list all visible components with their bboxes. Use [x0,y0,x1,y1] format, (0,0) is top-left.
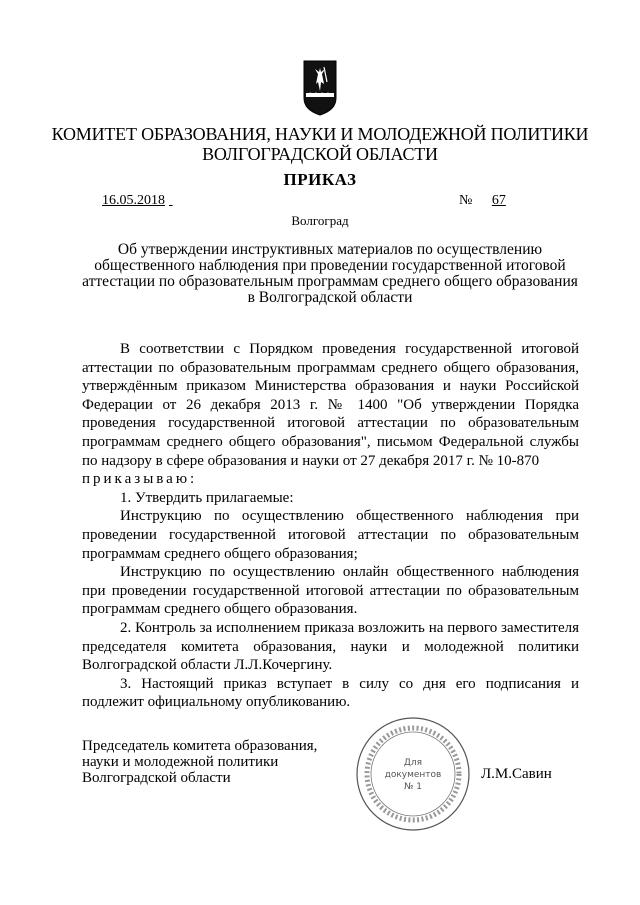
order-number-label: № [459,193,473,208]
organization-name-line1: КОМИТЕТ ОБРАЗОВАНИЯ, НАУКИ И МОЛОДЕЖНОЙ ПОЛИТИКИ [51,124,589,144]
order-date-value: 16.05.2018 [102,193,165,208]
preamble-paragraph: В соответствии с Порядком проведения государственной итоговой аттестации по образовательным программам среднего общего образования, утверждённым приказом Министерства образования и науки Российской Федерации от 26 декабря 2013 г. № 1400 "Об утверждении Порядка проведения государственной итоговой аттестации по образовательным программам среднего общего образования", письмом Федеральной службы по надзору в сфере образования и науки от 27 декабря 2017 г. № 10-870 [82,341,579,469]
order-subject [82,242,578,306]
order-body [82,340,579,712]
order-item-2: 2. Контроль за исполнением приказа возложить на первого заместителя председателя комитета образования, науки и молодежной политики Волгоградской области Л.Л.Кочергину. [82,619,579,674]
signer-position-line: Волгоградской области [82,770,231,786]
order-item-1b: Инструкцию по осуществлению онлайн общественного наблюдения при проведении государственной итоговой аттестации по образовательным программам среднего общего образования. [82,564,579,618]
official-seal [354,715,472,833]
subject-line: в Волгоградской области [247,289,413,306]
signer-position-line: Председатель комитета образования, [82,738,318,754]
order-number [459,193,522,209]
organization-name-line2: ВОЛГОГРАДСКОЙ ОБЛАСТИ [202,144,438,164]
coat-of-arms-icon [303,60,337,116]
signer-position [82,738,317,786]
subject-line: Об утверждении инструктивных материалов по осуществлению [117,241,543,258]
order-date [82,193,199,209]
city-name: Волгоград [291,213,349,228]
order-item-1a: Инструкцию по осуществлению общественного наблюдения при проведении государственной итоговой аттестации по образовательным программам среднего общего образования; [82,508,579,562]
seal-text-line: № 1 [404,782,422,792]
signer-name: Л.М.Савин [481,766,552,782]
subject-line: аттестации по образовательным программам среднего общего образования [82,273,578,290]
signer-position-line: науки и молодежной политики [82,754,279,770]
order-number-value: 67 [491,193,506,208]
order-word: приказываю: [82,471,198,488]
subject-line: общественного наблюдения при проведении государственной итоговой [94,257,566,274]
document-type-title: ПРИКАЗ [283,170,357,189]
order-item-3: 3. Настоящий приказ вступает в силу со дня его подписания и подлежит официальному опубликованию. [82,675,579,711]
seal-text-line: Для [403,758,423,768]
seal-text-line: документов [384,770,442,780]
order-item-1: 1. Утвердить прилагаемые: [120,489,294,506]
